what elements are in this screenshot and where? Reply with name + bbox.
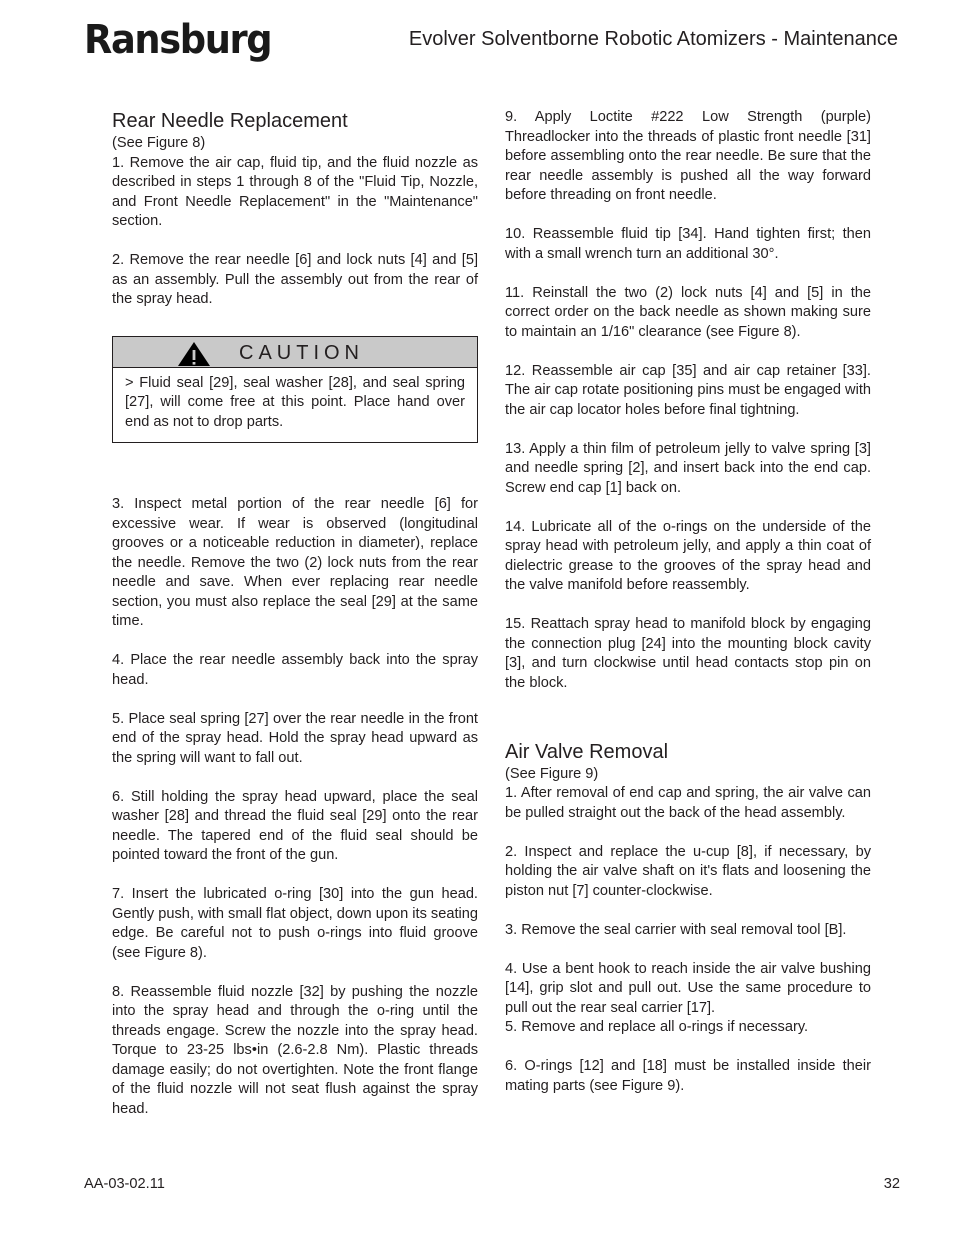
step-11: 11. Reinstall the two (2) lock nuts [4] and [5] in the correct order on the back needle as shown making sure to maintain an 1/16" clearance (see Figure 8). [505, 284, 871, 340]
air-valve-step-3: 3. Remove the seal carrier with seal removal tool [B]. [505, 921, 847, 938]
step-7: 7. Insert the lubricated o-ring [30] into the gun head. Gently push, with small flat object, down upon its seating edge. Be careful not to push o-rings into fluid groove (see Figure 8). [112, 886, 478, 961]
section-title-rear-needle: Rear Needle Replacement [112, 110, 348, 132]
see-figure-9: (See Figure 9) [505, 765, 599, 782]
step-15: 15. Reattach spray head to manifold block by engaging the connection plug [24] into the mounting block cavity [3], and turn clockwise until head contacts stop pin on the block. [505, 616, 871, 691]
air-valve-step-5: 5. Remove and replace all o-rings if necessary. [505, 1019, 809, 1035]
document-number: AA-03-02.11 [84, 1176, 165, 1192]
caution-text: > Fluid seal [29], seal washer [28], and seal spring [27], will come free at this point. Place hand over end as not to drop parts. [125, 374, 465, 430]
step-14: 14. Lubricate all of the o-rings on the underside of the spray head with petroleum jelly, and apply a thin coat of dielectric grease to the grooves of the spray head and the valve manifold before reassembly. [505, 518, 871, 593]
right-column [505, 108, 871, 1096]
warning-triangle-icon [177, 341, 211, 367]
ransburg-logo: Ransburg [84, 17, 272, 63]
air-valve-step-1: 1. After removal of end cap and spring, the air valve can be pulled straight out the back of the head assembly. [505, 785, 871, 821]
step-6: 6. Still holding the spray head upward, place the seal washer [28] and thread the fluid seal [29] onto the rear needle. The tapered end of the fluid seal should be pointed toward the front of the gun. [112, 788, 478, 863]
step-9: 9. Apply Loctite #222 Low Strength (purple) Threadlocker into the threads of plastic front needle [31] before assembling onto the rear needle. Be sure that the rear needle assembly is pushed all the way forward before threading on front needle. [505, 109, 871, 203]
step-1: 1. Remove the air cap, fluid tip, and the fluid nozzle as described in steps 1 through 8 of the "Fluid Tip, Nozzle, and Front Needle Replacement" in the "Maintenance" section. [112, 154, 478, 229]
step-13: 13. Apply a thin film of petroleum jelly to valve spring [3] and needle spring [2], and insert back into the end cap. Screw end cap [1] back on. [505, 440, 871, 496]
left-column [112, 108, 478, 1119]
section-title-air-valve: Air Valve Removal [505, 740, 669, 763]
caution-label: CAUTION [239, 341, 364, 364]
air-valve-step-2: 2. Inspect and replace the u-cup [8], if necessary, by holding the air valve shaft on it's flats and loosening the piston nut [7] counter-clockwise. [505, 843, 871, 899]
document-title: Evolver Solventborne Robotic Atomizers - Maintenance [408, 28, 898, 50]
step-10: 10. Reassemble fluid tip [34]. Hand tighten first; then with a small wrench turn an additional 30°. [505, 226, 871, 262]
step-4: 4. Place the rear needle assembly back into the spray head. [112, 652, 478, 688]
caution-header [113, 337, 477, 368]
section-spacer [505, 713, 871, 739]
caution-box [112, 336, 478, 444]
step-2: 2. Remove the rear needle [6] and lock nuts [4] and [5] as an assembly. Pull the assembly out from the rear of the spray head. [112, 252, 478, 307]
see-figure-8: (See Figure 8) [112, 135, 206, 151]
step-8: 8. Reassemble fluid nozzle [32] by pushing the nozzle into the spray head and through the o-ring until the threads engage. Screw the nozzle into the spray head. Torque to 23-25 lbs•in (2.6-2.8 Nm). Plastic threads damage easily; do not overtighten. Note the front flange of the fluid nozzle will not seat flush against the spray head. [112, 983, 478, 1117]
step-12: 12. Reassemble air cap [35] and air cap retainer [33]. The air cap rotate positioning pins must be engaged with the air cap locator holes before final tightning. [505, 362, 871, 418]
page-number: 32 [883, 1176, 900, 1192]
air-valve-step-4: 4. Use a bent hook to reach inside the air valve bushing [14], grip slot and pull out. Use the same procedure to pull out the rear seal carrier [17]. [505, 960, 871, 1016]
step-5: 5. Place seal spring [27] over the rear needle in the front end of the spray head. Hold the spray head upward as the spring will want to fall out. [112, 710, 478, 766]
step-3: 3. Inspect metal portion of the rear needle [6] for excessive wear. If wear is observed (longitudinal grooves or a noticeable reduction in diameter), replace the needle. Remove the two (2) lock nuts from the rear needle and save. When ever replacing rear needle section, you must also replace the seal [29] at the same time. [112, 496, 478, 629]
air-valve-step-6: 6. O-rings [12] and [18] must be installed inside their mating parts (see Figure 9). [505, 1058, 871, 1094]
